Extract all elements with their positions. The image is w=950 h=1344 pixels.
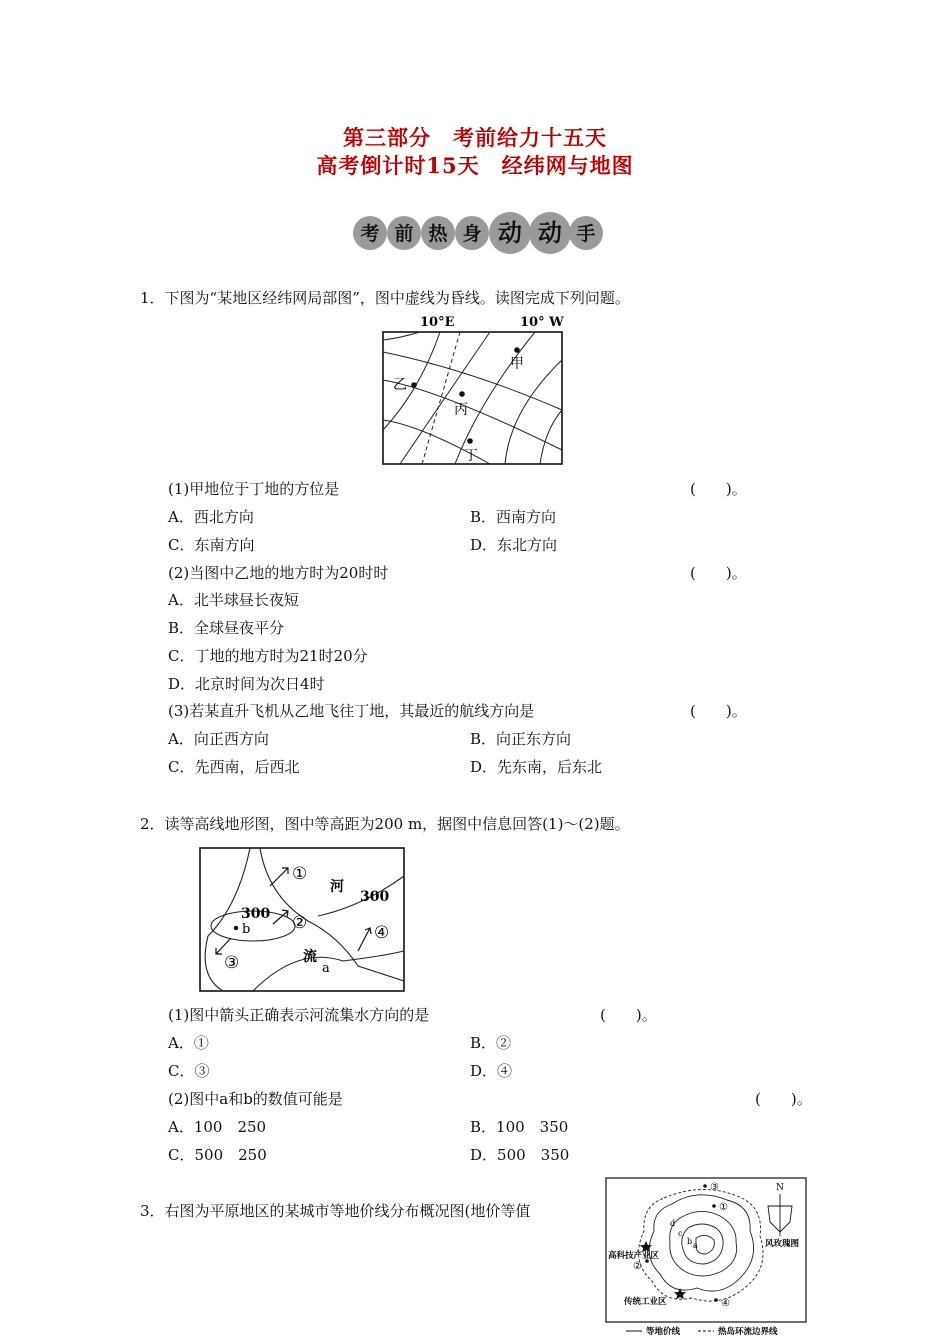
q2-label-liu: 流 <box>303 949 317 965</box>
q2-label-a: a <box>322 961 330 976</box>
q3-north-label: N <box>776 1183 784 1193</box>
warmup-banner <box>352 210 604 256</box>
q3-legend-solid: 等地价线 <box>646 1327 681 1336</box>
q2-sub1-option-a: A．① <box>168 1034 209 1052</box>
q3-label-c: c <box>678 1229 683 1238</box>
q3-wind-rose-label: 风玫瑰图 <box>765 1239 800 1249</box>
q2-sub2-option-a: A．100 250 <box>168 1118 267 1136</box>
q1-sub3-option-a: A．向正西方向 <box>168 730 269 748</box>
q1-sub1-option-a: A．西北方向 <box>168 508 254 526</box>
q3-stem: 3．右图为平原地区的某城市等地价线分布概况图(地价等值 <box>140 1202 531 1220</box>
q1-sub3-answer-blank: ( )。 <box>690 702 747 720</box>
q1-sub1-option-d: D．东北方向 <box>470 536 558 554</box>
q1-sub3-option-c: C．先西南，后西北 <box>168 758 300 776</box>
wind-rose-icon <box>768 1194 792 1236</box>
q2-stem: 2．读等高线地形图，图中等高距为200 m，据图中信息回答(1)～(2)题。 <box>140 815 630 833</box>
q2-label-300-left: 300 <box>241 906 271 922</box>
q2-sub1-answer-blank: ( )。 <box>600 1006 657 1024</box>
q2-label-he: 河 <box>330 879 344 895</box>
banner-char: 手 <box>576 223 596 245</box>
q1-lon-left: 10°E <box>420 315 455 330</box>
q2-sub2-answer-blank: ( )。 <box>755 1090 812 1108</box>
q1-point-jia: 甲 <box>510 356 524 372</box>
q2-marker-1: ① <box>292 864 308 884</box>
page-title-line1: 第三部分 考前给力十五天 <box>343 125 607 150</box>
q2-label-b: b <box>242 922 251 937</box>
q1-sub1-option-c: C．东南方向 <box>168 536 255 554</box>
q3-traditional-label: 传统工业区 <box>624 1297 667 1307</box>
q3-marker-4: ④ <box>721 1298 730 1309</box>
banner-char: 热 <box>428 223 448 245</box>
q2-sub1-option-d: D．④ <box>470 1062 513 1080</box>
q3-land-price-map <box>602 1176 810 1336</box>
banner-char: 考 <box>360 223 380 245</box>
q2-sub2-text: (2)图中a和b的数值可能是 <box>168 1090 343 1108</box>
q2-sub2-option-c: C．500 250 <box>168 1146 267 1164</box>
q1-graticule-map <box>380 310 565 468</box>
q1-sub3-option-d: D．先东南，后东北 <box>470 758 603 776</box>
q3-marker-3: ③ <box>710 1182 719 1193</box>
q1-sub2-option-d: D．北京时间为次日4时 <box>168 675 325 693</box>
q1-sub2-option-a: A．北半球昼长夜短 <box>168 591 299 609</box>
q2-sub2-option-b: B．100 350 <box>470 1118 569 1136</box>
q1-point-bing: 丙 <box>454 402 468 418</box>
q1-sub2-text: (2)当图中乙地的地方时为20时时 <box>168 564 389 582</box>
q1-sub2-option-b: B．全球昼夜平分 <box>168 619 285 637</box>
q2-sub1-option-c: C．③ <box>168 1062 210 1080</box>
q2-sub2-option-d: D．500 350 <box>470 1146 570 1164</box>
banner-char: 前 <box>394 223 414 245</box>
q2-sub1-option-b: B．② <box>470 1034 512 1052</box>
q1-sub3-text: (3)若某直升飞机从乙地飞往丁地，其最近的航线方向是 <box>168 702 535 720</box>
q1-sub2-answer-blank: ( )。 <box>690 564 747 582</box>
q1-point-yi: 乙 <box>393 377 407 393</box>
q1-stem: 1．下图为“某地区经纬网局部图”，图中虚线为昏线。读图完成下列问题。 <box>140 289 630 307</box>
q1-point-ding: 丁 <box>464 448 478 464</box>
q2-marker-4: ④ <box>374 923 390 943</box>
q2-sub1-text: (1)图中箭头正确表示河流集水方向的是 <box>168 1006 430 1024</box>
q3-label-a: a <box>693 1241 698 1250</box>
q3-label-d: d <box>670 1219 676 1228</box>
banner-char: 身 <box>462 223 482 245</box>
q2-label-300-right: 300 <box>360 889 390 905</box>
q2-marker-3: ③ <box>224 953 240 973</box>
q3-marker-1: ① <box>719 1202 728 1213</box>
q1-sub2-option-c: C．丁地的地方时为21时20分 <box>168 647 368 665</box>
q1-sub3-option-b: B．向正东方向 <box>470 730 572 748</box>
q3-legend-dashed: 热岛环流边界线 <box>718 1327 778 1336</box>
q1-sub1-answer-blank: ( )。 <box>690 480 747 498</box>
banner-char: 动 <box>498 218 522 247</box>
q3-high-tech-label: 高科技产业区 <box>608 1251 660 1261</box>
q1-sub1-option-b: B．西南方向 <box>470 508 557 526</box>
q1-lon-right: 10° W <box>520 315 564 330</box>
q3-label-b: b <box>687 1237 693 1246</box>
page-title-line2: 高考倒计时15天 经纬网与地图 <box>316 153 634 178</box>
q1-sub1-text: (1)甲地位于丁地的方位是 <box>168 480 340 498</box>
q2-contour-map <box>198 846 408 994</box>
q2-marker-2: ② <box>292 913 308 933</box>
q3-marker-2: ② <box>633 1261 642 1272</box>
banner-char: 动 <box>538 218 562 247</box>
